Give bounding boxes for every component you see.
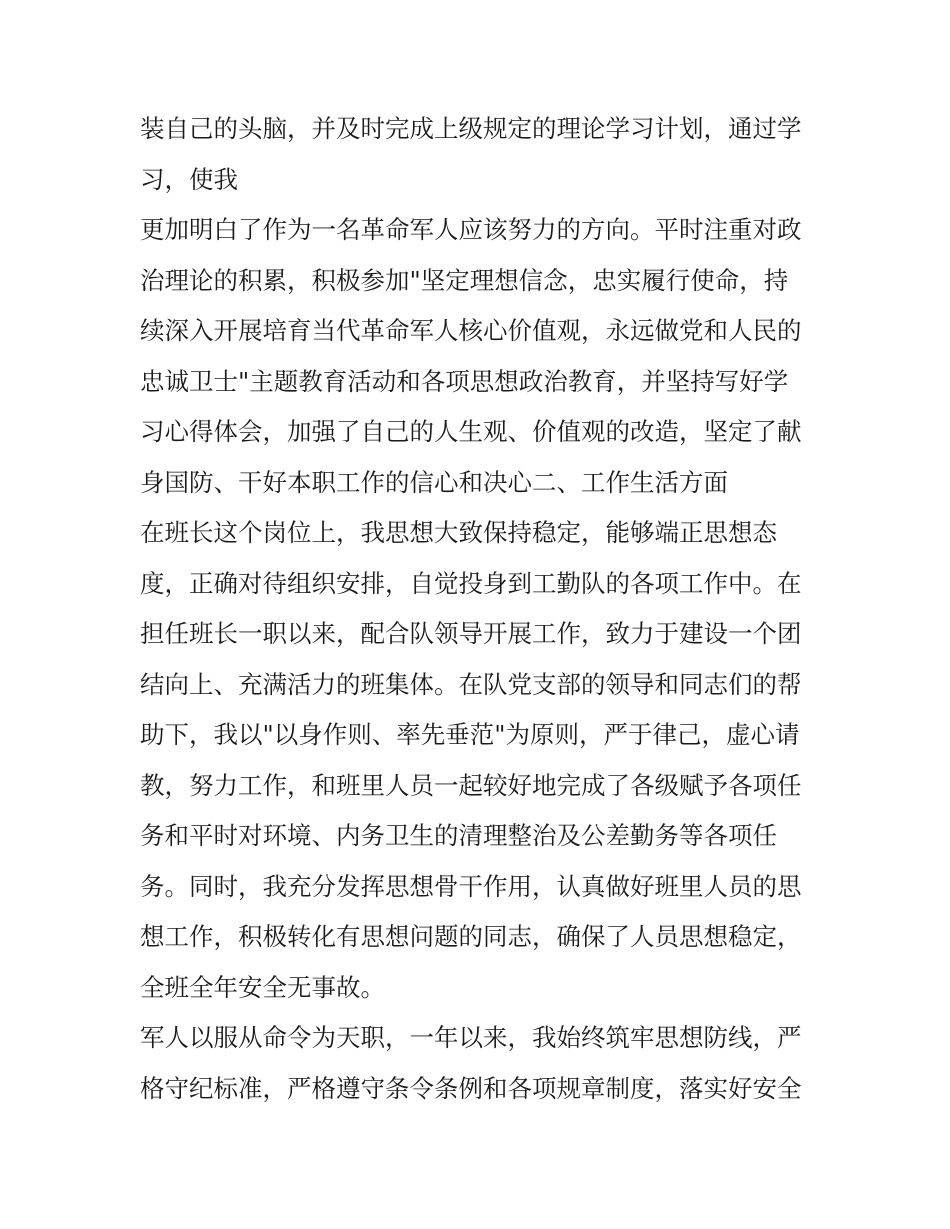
text-line: 度，正确对待组织安排，自觉投身到工勤队的各项工作中。在 [140,568,802,598]
paragraph-1 [140,104,820,205]
text-line: 更加明白了作为一名革命军人应该努力的方向。平时注重对政 [140,215,802,244]
text-line: 务。同时，我充分发挥思想骨干作用，认真做好班里人员的思 [140,871,802,901]
text-line: 忠诚卫士"主题教育活动和各项思想政治教育，并坚持写好学 [140,366,789,396]
text-line: 教，努力工作，和班里人员一起较好地完成了各级赋予各项任 [140,770,802,800]
text-line: 习，使我 [140,164,238,194]
text-line: 续深入开展培育当代革命军人核心价值观，永远做党和人民的 [140,316,802,345]
text-line: 习心得体会，加强了自己的人生观、价值观的改造，坚定了献 [140,417,802,446]
text-line: 担任班长一职以来，配合队领导开展工作，致力于建设一个团 [140,619,802,648]
text-line: 在班长这个岗位上，我思想大致保持稳定，能够端正思想态 [140,518,777,547]
text-line: 装自己的头脑，并及时完成上级规定的理论学习计划，通过学 [140,114,802,143]
text-line: 务和平时对环境、内务卫生的清理整治及公差勤务等各项任 [140,821,777,850]
text-line: 结向上、充满活力的班集体。在队党支部的领导和同志们的帮 [140,669,802,699]
text-line: 助下，我以"以身作则、率先垂范"为原则，严于律己，虚心请 [140,720,800,749]
paragraph-3 [140,508,820,1013]
text-line: 全班全年安全无事故。 [140,972,385,1002]
text-line: 格守纪标准，严格遵守条令条例和各项规章制度，落实好安全 [140,1073,802,1103]
document-body [140,104,820,1114]
text-line: 想工作，积极转化有思想问题的同志，确保了人员思想稳定， [140,922,802,951]
text-line: 军人以服从命令为天职，一年以来，我始终筑牢思想防线，严 [140,1023,802,1052]
text-line: 治理论的积累，积极参加"坚定理想信念，忠实履行使命，持 [140,265,789,295]
paragraph-2 [140,205,820,508]
paragraph-4 [140,1013,820,1114]
text-line: 身国防、干好本职工作的信心和决心二、工作生活方面 [140,467,728,497]
